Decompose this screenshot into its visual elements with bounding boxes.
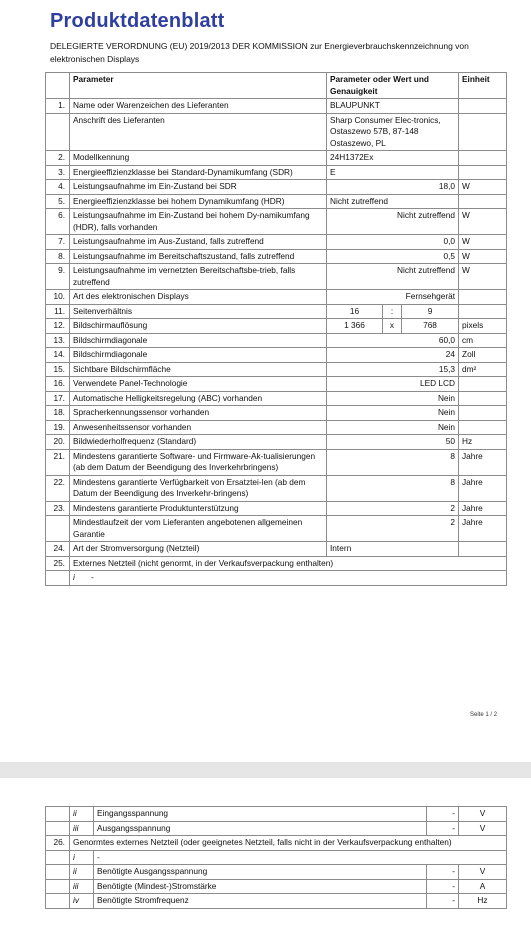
table-row (46, 836, 507, 851)
table-row (46, 209, 507, 235)
subitem-value: - (91, 572, 94, 582)
subitem-index: i (73, 572, 75, 582)
table-row (46, 501, 507, 516)
row-number: 22. (46, 475, 70, 501)
row-value: 8 (327, 449, 459, 475)
row-unit (459, 542, 507, 557)
row-number: 25. (46, 556, 70, 571)
row-number (46, 113, 70, 151)
table-row (46, 151, 507, 166)
row-parameter: Name oder Warenzeichen des Lieferanten (70, 99, 327, 114)
row-unit: Zoll (459, 348, 507, 363)
row-number: 2. (46, 151, 70, 166)
row-unit: Jahre (459, 475, 507, 501)
row-number (46, 865, 70, 880)
row-value: - (427, 879, 459, 894)
row-parameter: Energieeffizienzklasse bei hohem Dynamikumfang (HDR) (70, 194, 327, 209)
subitem-index: ii (70, 865, 94, 880)
header-parameter: Parameter (70, 73, 327, 99)
row-value: 2 (327, 501, 459, 516)
page-number: Seite 1 / 2 (470, 712, 498, 718)
row-unit (459, 151, 507, 166)
row-parameter: Bildschirmdiagonale (70, 333, 327, 348)
row-parameter: Anschrift des Lieferanten (70, 113, 327, 151)
table-row (46, 894, 507, 909)
row-value: 60,0 (327, 333, 459, 348)
row-value: Nein (327, 391, 459, 406)
row-unit (459, 420, 507, 435)
row-parameter: Mindestens garantierte Verfügbarkeit von Ersatztei-len (ab dem Datum der Beendigung des Inverkehr-bringens) (70, 475, 327, 501)
row-unit: W (459, 180, 507, 195)
row-number: 19. (46, 420, 70, 435)
table-row (46, 249, 507, 264)
table-row (46, 319, 507, 334)
row-value: - (427, 821, 459, 836)
row-subitem (70, 571, 507, 586)
row-number: 10. (46, 290, 70, 305)
row-unit: V (459, 807, 507, 822)
row-parameter: Sichtbare Bildschirmfläche (70, 362, 327, 377)
table-row (46, 333, 507, 348)
row-number (46, 571, 70, 586)
row-parameter: Benötigte Ausgangsspannung (94, 865, 427, 880)
table-row (46, 235, 507, 250)
row-value: 50 (327, 435, 459, 450)
row-value-separator: x (383, 319, 402, 334)
row-unit: V (459, 865, 507, 880)
table-row (46, 362, 507, 377)
row-number: 11. (46, 304, 70, 319)
row-parameter: Bildwiederholfrequenz (Standard) (70, 435, 327, 450)
row-parameter: Art des elektronischen Displays (70, 290, 327, 305)
row-value: 0,5 (327, 249, 459, 264)
table-row (46, 406, 507, 421)
row-parameter: Seitenverhältnis (70, 304, 327, 319)
table-row (46, 435, 507, 450)
row-parameter: Benötigte Stromfrequenz (94, 894, 427, 909)
row-unit (459, 194, 507, 209)
table-row (46, 304, 507, 319)
row-parameter: Leistungsaufnahme im vernetzten Bereitschaftsbe-trieb, falls zutreffend (70, 264, 327, 290)
row-number: 17. (46, 391, 70, 406)
row-parameter: Automatische Helligkeitsregelung (ABC) vorhanden (70, 391, 327, 406)
header-unit: Einheit (459, 73, 507, 99)
table-row (46, 420, 507, 435)
subitem-index: iii (70, 821, 94, 836)
row-number: 16. (46, 377, 70, 392)
row-value-1: 1 366 (327, 319, 383, 334)
row-value: - (427, 865, 459, 880)
row-number (46, 850, 70, 865)
table-row (46, 542, 507, 557)
row-value: 2 (327, 516, 459, 542)
row-number: 26. (46, 836, 70, 851)
table-row (46, 516, 507, 542)
page-separator (0, 762, 531, 778)
row-parameter: Genormtes externes Netzteil (oder geeignetes Netzteil, falls nicht in der Verkaufsverpackung enthalten) (70, 836, 507, 851)
row-number: 4. (46, 180, 70, 195)
row-value: Nein (327, 420, 459, 435)
row-value: - (427, 807, 459, 822)
row-unit (459, 406, 507, 421)
row-unit (459, 113, 507, 151)
row-unit: dm² (459, 362, 507, 377)
product-data-table (45, 72, 507, 586)
product-data-table-continued (45, 806, 507, 909)
row-parameter: Spracherkennungssensor vorhanden (70, 406, 327, 421)
row-number: 21. (46, 449, 70, 475)
table-row (46, 99, 507, 114)
row-parameter: Leistungsaufnahme im Aus-Zustand, falls zutreffend (70, 235, 327, 250)
row-parameter: Leistungsaufnahme im Bereitschaftszustand, falls zutreffend (70, 249, 327, 264)
row-unit (459, 290, 507, 305)
table-row (46, 807, 507, 822)
row-unit: Hz (459, 894, 507, 909)
row-parameter: Mindestlaufzeit der vom Lieferanten angebotenen allgemeinen Garantie (70, 516, 327, 542)
row-value: - (427, 894, 459, 909)
row-value: Nicht zutreffend (327, 264, 459, 290)
row-value-2: 768 (402, 319, 459, 334)
table-row (46, 377, 507, 392)
row-value-1: 16 (327, 304, 383, 319)
row-unit (459, 165, 507, 180)
row-number: 18. (46, 406, 70, 421)
header-value: Parameter oder Wert und Genauigkeit (327, 73, 459, 99)
row-unit: W (459, 264, 507, 290)
row-unit: Jahre (459, 516, 507, 542)
row-value: Sharp Consumer Elec-tronics, Ostaszewo 57B, 87-148 Ostaszewo, PL (327, 113, 459, 151)
row-number: 9. (46, 264, 70, 290)
row-unit: W (459, 209, 507, 235)
row-number: 13. (46, 333, 70, 348)
row-number: 8. (46, 249, 70, 264)
row-number: 23. (46, 501, 70, 516)
row-value: E (327, 165, 459, 180)
row-number: 1. (46, 99, 70, 114)
row-unit: W (459, 249, 507, 264)
row-unit: Jahre (459, 501, 507, 516)
row-parameter: Verwendete Panel-Technologie (70, 377, 327, 392)
row-unit: cm (459, 333, 507, 348)
row-unit: V (459, 821, 507, 836)
row-value: BLAUPUNKT (327, 99, 459, 114)
row-value: 24 (327, 348, 459, 363)
table-row (46, 113, 507, 151)
table-row (46, 348, 507, 363)
table-row (46, 391, 507, 406)
row-number (46, 894, 70, 909)
row-unit: pixels (459, 319, 507, 334)
row-number (46, 879, 70, 894)
table-row (46, 879, 507, 894)
row-parameter: Leistungsaufnahme im Ein-Zustand bei hohem Dy-namikumfang (HDR), falls vorhanden (70, 209, 327, 235)
row-number: 5. (46, 194, 70, 209)
table-row (46, 821, 507, 836)
row-number: 3. (46, 165, 70, 180)
row-value: 24H1372Ex (327, 151, 459, 166)
row-number: 7. (46, 235, 70, 250)
row-value: LED LCD (327, 377, 459, 392)
row-number (46, 821, 70, 836)
row-parameter: Externes Netzteil (nicht genormt, in der Verkaufsverpackung enthalten) (70, 556, 507, 571)
table-row (46, 194, 507, 209)
row-number (46, 516, 70, 542)
table-row (46, 165, 507, 180)
row-value-separator: : (383, 304, 402, 319)
row-parameter: Eingangsspannung (94, 807, 427, 822)
row-unit (459, 304, 507, 319)
row-number: 12. (46, 319, 70, 334)
row-value: Nicht zutreffend (327, 209, 459, 235)
table-row (46, 449, 507, 475)
row-parameter: Anwesenheitssensor vorhanden (70, 420, 327, 435)
row-value: 0,0 (327, 235, 459, 250)
table-row (46, 290, 507, 305)
row-unit (459, 391, 507, 406)
row-unit: Jahre (459, 449, 507, 475)
row-parameter: Benötigte (Mindest-)Stromstärke (94, 879, 427, 894)
table-row (46, 475, 507, 501)
row-unit: W (459, 235, 507, 250)
row-value: - (94, 850, 507, 865)
regulation-subtitle: DELEGIERTE VERORDNUNG (EU) 2019/2013 DER KOMMISSION zur Energieverbrauchskennzeichnung von elektronischen Displays (50, 41, 469, 64)
row-parameter: Modellkennung (70, 151, 327, 166)
row-parameter: Bildschirmdiagonale (70, 348, 327, 363)
subitem-index: iii (70, 879, 94, 894)
row-number (46, 807, 70, 822)
document-title: Produktdatenblatt (50, 10, 225, 32)
table-row (46, 571, 507, 586)
row-parameter: Energieeffizienzklasse bei Standard-Dynamikumfang (SDR) (70, 165, 327, 180)
row-value: 15,3 (327, 362, 459, 377)
table-row (46, 180, 507, 195)
row-unit: A (459, 879, 507, 894)
row-value: Fernsehgerät (327, 290, 459, 305)
table-row (46, 865, 507, 880)
row-number: 24. (46, 542, 70, 557)
row-unit (459, 99, 507, 114)
row-value: Nein (327, 406, 459, 421)
row-number: 6. (46, 209, 70, 235)
row-unit: Hz (459, 435, 507, 450)
row-value: Intern (327, 542, 459, 557)
table-row (46, 264, 507, 290)
table-row (46, 850, 507, 865)
row-value-2: 9 (402, 304, 459, 319)
subitem-index: ii (70, 807, 94, 822)
row-number: 20. (46, 435, 70, 450)
row-value: Nicht zutreffend (327, 194, 459, 209)
table-row (46, 556, 507, 571)
row-parameter: Art der Stromversorgung (Netzteil) (70, 542, 327, 557)
row-unit (459, 377, 507, 392)
row-number: 14. (46, 348, 70, 363)
row-parameter: Mindestens garantierte Software- und Firmware-Ak-tualisierungen (ab dem Datum der Beendigung des Inverkehrbringens) (70, 449, 327, 475)
row-parameter: Bildschirmauflösung (70, 319, 327, 334)
table-header (46, 73, 507, 99)
row-value: 8 (327, 475, 459, 501)
subitem-index: i (70, 850, 94, 865)
row-parameter: Ausgangsspannung (94, 821, 427, 836)
row-number: 15. (46, 362, 70, 377)
row-value: 18,0 (327, 180, 459, 195)
subitem-index: iv (70, 894, 94, 909)
row-parameter: Mindestens garantierte Produktunterstützung (70, 501, 327, 516)
page-2 (0, 778, 531, 932)
row-parameter: Leistungsaufnahme im Ein-Zustand bei SDR (70, 180, 327, 195)
